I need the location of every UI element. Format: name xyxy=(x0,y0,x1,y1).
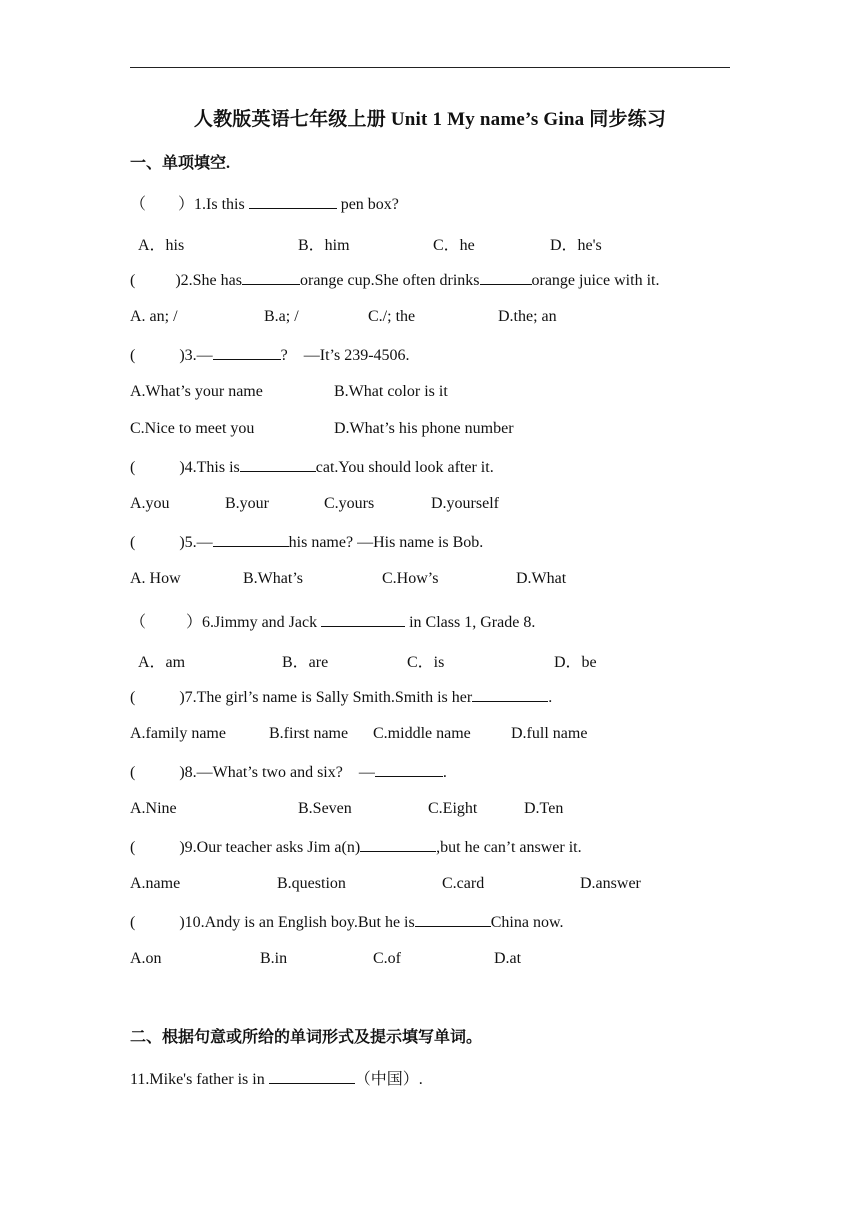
option-b: B.first name xyxy=(269,725,349,742)
option-a: A.family name xyxy=(130,725,226,742)
option-d: D.yourself xyxy=(431,495,499,512)
question-text: 3.— xyxy=(184,347,213,364)
answer-blank xyxy=(375,763,443,777)
option-c: C.yours xyxy=(324,495,375,512)
option-c: C．he xyxy=(433,237,475,254)
option-c: C.Nice to meet you xyxy=(130,420,255,437)
answer-bracket: ( ) xyxy=(130,272,181,289)
option-a: A.name xyxy=(130,875,181,892)
question-7 xyxy=(130,688,552,707)
question-text: ,but he can’t answer it. xyxy=(436,839,582,856)
question-text: 11.Mike's father is in xyxy=(130,1071,269,1088)
question-3 xyxy=(130,346,410,365)
option-d: D.at xyxy=(494,950,522,967)
question-text: China now. xyxy=(490,914,564,931)
answer-bracket: （ ） xyxy=(130,614,203,631)
option-d: D.What’s his phone number xyxy=(334,420,514,437)
question-text: ? —It’s 239-4506. xyxy=(280,347,410,364)
option-c: C.Eight xyxy=(428,800,478,817)
option-a: A．am xyxy=(138,654,186,671)
option-b: B．are xyxy=(282,654,329,671)
option-a: A. an; / xyxy=(130,308,178,325)
question-text: 5.— xyxy=(184,534,213,551)
question-11 xyxy=(130,1066,423,1089)
option-a: A.What’s your name xyxy=(130,383,263,400)
answer-bracket: ( ) xyxy=(130,347,185,364)
answer-blank xyxy=(472,688,548,702)
option-c: C./; the xyxy=(368,308,416,325)
option-a: A. How xyxy=(130,570,181,587)
option-c: C.card xyxy=(442,875,485,892)
question-text: 8.—What’s two and six? — xyxy=(184,764,375,781)
option-b: B.a; / xyxy=(264,308,299,325)
option-c: C.middle name xyxy=(373,725,471,742)
option-b: B.in xyxy=(260,950,288,967)
option-d: D.full name xyxy=(511,725,588,742)
question-text: 9.Our teacher asks Jim a(n) xyxy=(184,839,361,856)
option-c: C.How’s xyxy=(382,570,439,587)
question-text: 7.The girl’s name is Sally Smith.Smith is her xyxy=(184,689,473,706)
question-text: 4.This is xyxy=(184,459,240,476)
answer-bracket: ( ) xyxy=(130,689,185,706)
section-heading-1: 一、单项填空. xyxy=(130,155,231,172)
option-b: B.What’s xyxy=(243,570,303,587)
question-10 xyxy=(130,913,563,932)
question-text: orange juice with it. xyxy=(531,272,660,289)
answer-blank xyxy=(242,271,300,285)
section-heading-2: 二、根据句意或所给的单词形式及提示填写单词。 xyxy=(130,1029,483,1046)
option-d: D.What xyxy=(516,570,567,587)
question-1 xyxy=(130,191,399,214)
option-a: A.Nine xyxy=(130,800,177,817)
header-rule xyxy=(130,67,730,68)
option-a: A.you xyxy=(130,495,170,512)
question-text: 10.Andy is an English boy.But he is xyxy=(184,914,415,931)
answer-blank xyxy=(213,533,289,547)
question-2 xyxy=(130,271,659,290)
answer-blank xyxy=(213,346,281,360)
option-d: D.Ten xyxy=(524,800,564,817)
page-title: 人教版英语七年级上册 Unit 1 My name’s Gina 同步练习 xyxy=(193,109,667,130)
answer-blank xyxy=(269,1070,355,1084)
option-d: D．he's xyxy=(550,237,602,254)
answer-bracket: ( ) xyxy=(130,839,185,856)
option-d: D.the; an xyxy=(498,308,557,325)
question-text: 1.Is this xyxy=(194,196,249,213)
option-b: B.What color is it xyxy=(334,383,448,400)
question-text: orange cup.She often drinks xyxy=(299,272,480,289)
question-text: 2.She has xyxy=(180,272,242,289)
option-a: A.on xyxy=(130,950,162,967)
option-b: B.question xyxy=(277,875,346,892)
option-c: C.of xyxy=(373,950,401,967)
question-text: pen box? xyxy=(336,196,399,213)
question-text: . xyxy=(442,764,447,781)
question-8 xyxy=(130,763,447,782)
question-text: cat.You should look after it. xyxy=(315,459,494,476)
option-b: B.your xyxy=(225,495,269,512)
question-4 xyxy=(130,458,494,477)
answer-blank xyxy=(321,613,405,627)
answer-bracket: ( ) xyxy=(130,914,185,931)
answer-bracket: ( ) xyxy=(130,534,185,551)
answer-blank xyxy=(480,271,532,285)
answer-bracket: ( ) xyxy=(130,459,185,476)
question-5 xyxy=(130,533,483,552)
question-text: . xyxy=(548,689,553,706)
question-text: （中国）. xyxy=(354,1071,423,1088)
question-text: his name? —His name is Bob. xyxy=(288,534,484,551)
option-a: A．his xyxy=(138,237,185,254)
question-6 xyxy=(130,609,535,632)
answer-bracket: ( ) xyxy=(130,764,185,781)
answer-bracket: （ ） xyxy=(130,196,195,213)
option-b: B.Seven xyxy=(298,800,352,817)
question-text: in Class 1, Grade 8. xyxy=(405,614,536,631)
answer-blank xyxy=(240,458,316,472)
option-d: D.answer xyxy=(580,875,641,892)
option-c: C．is xyxy=(407,654,445,671)
answer-blank xyxy=(249,195,337,209)
question-text: 6.Jimmy and Jack xyxy=(202,614,322,631)
question-9 xyxy=(130,838,582,857)
answer-blank xyxy=(360,838,436,852)
answer-blank xyxy=(415,913,491,927)
option-b: B．him xyxy=(298,237,350,254)
option-d: D．be xyxy=(554,654,597,671)
